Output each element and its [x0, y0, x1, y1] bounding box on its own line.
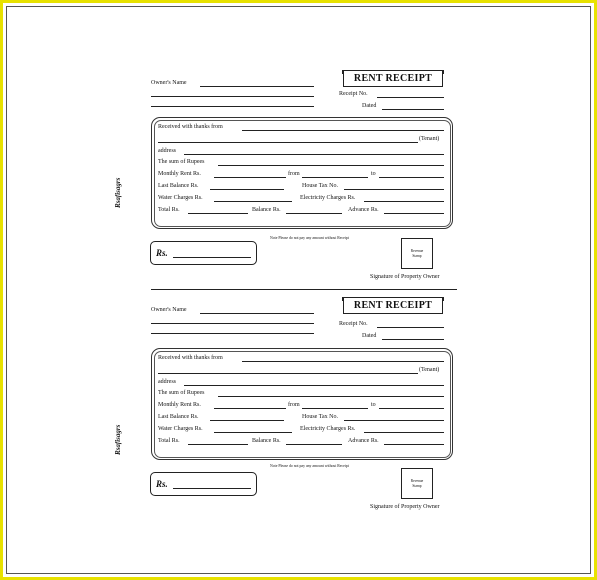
total-line: [188, 213, 248, 214]
received-from-line: [242, 130, 444, 131]
stamp-line-1: Revenue: [410, 249, 424, 253]
last-balance-label: Last Balance Rs.: [158, 414, 199, 420]
house-tax-line: [344, 420, 444, 421]
receipt-no-label: Receipt No.: [339, 321, 368, 327]
address-line: [184, 154, 444, 155]
advance-label: Advance Rs.: [348, 207, 379, 213]
electricity-line: [364, 201, 444, 202]
to-label: to: [371, 402, 376, 408]
house-tax-line: [344, 189, 444, 190]
amount-box: [150, 472, 257, 496]
balance-line: [286, 213, 342, 214]
dated-label: Dated: [362, 333, 377, 339]
advance-line: [384, 213, 444, 214]
receipt-details-box: [151, 348, 453, 460]
electricity-label: Electricity Charges Rs.: [300, 195, 356, 201]
stamp-line-2: Stamp: [412, 484, 422, 488]
to-line: [379, 408, 444, 409]
receipt-no-line: [377, 97, 444, 98]
received-from-line: [242, 361, 444, 362]
advance-line: [384, 444, 444, 445]
owners-name-line: [200, 86, 314, 87]
house-tax-label: House Tax No.: [302, 183, 338, 189]
tenant-line: [158, 142, 418, 143]
address-line: [184, 385, 444, 386]
water-charges-label: Water Charges Rs.: [158, 426, 203, 432]
total-label: Total Rs.: [158, 438, 180, 444]
owner-line-2: [151, 96, 314, 97]
owners-name-label: Owner's Name: [151, 307, 187, 313]
address-label: address: [158, 148, 176, 154]
amount-box: [150, 241, 257, 265]
monthly-rent-line: [214, 177, 286, 178]
vertical-tag: Rsafisagrs: [114, 424, 122, 455]
signature-label: Signature of Property Owner: [370, 504, 440, 510]
monthly-rent-label: Monthly Rent Rs.: [158, 402, 201, 408]
water-charges-line: [214, 201, 292, 202]
title-box: [343, 70, 443, 87]
advance-label: Advance Rs.: [348, 438, 379, 444]
dated-line: [382, 109, 444, 110]
tenant-label: (Tenant): [419, 367, 440, 373]
rent-receipt-2: [0, 297, 597, 532]
tenant-label: (Tenant): [419, 136, 440, 142]
from-line: [302, 408, 368, 409]
from-label: from: [288, 171, 300, 177]
owner-line-3: [151, 333, 314, 334]
owners-name-line: [200, 313, 314, 314]
electricity-line: [364, 432, 444, 433]
stamp-line-2: Stamp: [412, 254, 422, 258]
receipt-no-line: [377, 327, 444, 328]
title-box: [343, 297, 443, 314]
payment-note: Note Please do not pay any amount without Receipt: [270, 236, 349, 240]
rent-receipt-1: [0, 70, 597, 305]
sum-label: The sum of Rupees: [158, 390, 205, 396]
monthly-rent-line: [214, 408, 286, 409]
owners-name-label: Owner's Name: [151, 80, 187, 86]
receipt-no-label: Receipt No.: [339, 91, 368, 97]
dated-line: [382, 339, 444, 340]
sum-line: [218, 396, 444, 397]
from-label: from: [288, 402, 300, 408]
water-charges-line: [214, 432, 292, 433]
to-label: to: [371, 171, 376, 177]
rs-label: Rs.: [156, 479, 168, 489]
last-balance-label: Last Balance Rs.: [158, 183, 199, 189]
from-line: [302, 177, 368, 178]
owner-line-2: [151, 323, 314, 324]
receipt-title: RENT RECEIPT: [353, 73, 433, 84]
sum-label: The sum of Rupees: [158, 159, 205, 165]
dated-label: Dated: [362, 103, 377, 109]
balance-line: [286, 444, 342, 445]
received-from-label: Received with thanks from: [158, 355, 223, 361]
receipt-divider: [151, 289, 457, 290]
monthly-rent-label: Monthly Rent Rs.: [158, 171, 201, 177]
balance-label: Balance Rs.: [252, 438, 281, 444]
water-charges-label: Water Charges Rs.: [158, 195, 203, 201]
electricity-label: Electricity Charges Rs.: [300, 426, 356, 432]
revenue-stamp-box: [401, 238, 433, 269]
vertical-tag: Rsafisagrs: [114, 177, 122, 208]
signature-label: Signature of Property Owner: [370, 274, 440, 280]
receipt-details-box: [151, 117, 453, 229]
amount-line: [173, 488, 251, 489]
received-from-label: Received with thanks from: [158, 124, 223, 130]
last-balance-line: [210, 420, 284, 421]
house-tax-label: House Tax No.: [302, 414, 338, 420]
total-line: [188, 444, 248, 445]
payment-note: Note Please do not pay any amount without Receipt: [270, 464, 349, 468]
last-balance-line: [210, 189, 284, 190]
revenue-stamp-box: [401, 468, 433, 499]
tenant-line: [158, 373, 418, 374]
to-line: [379, 177, 444, 178]
total-label: Total Rs.: [158, 207, 180, 213]
owner-line-3: [151, 106, 314, 107]
amount-line: [173, 257, 251, 258]
address-label: address: [158, 379, 176, 385]
sum-line: [218, 165, 444, 166]
receipt-title: RENT RECEIPT: [353, 300, 433, 311]
stamp-line-1: Revenue: [410, 479, 424, 483]
rs-label: Rs.: [156, 248, 168, 258]
balance-label: Balance Rs.: [252, 207, 281, 213]
